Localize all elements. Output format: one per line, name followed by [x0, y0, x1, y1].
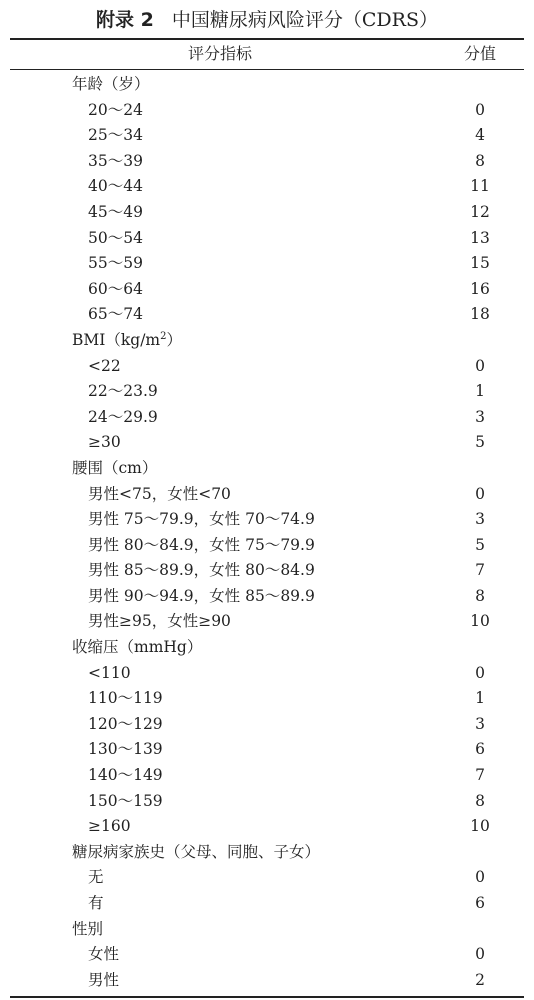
- item-label: 35～39: [88, 151, 143, 170]
- table-row: [0, 277, 534, 303]
- category-label: 年龄（岁）: [72, 75, 150, 93]
- score-value: 12: [470, 202, 490, 221]
- table-row: [0, 354, 534, 380]
- item-label: 22～23.9: [88, 382, 158, 401]
- item-label: 男性 75～79.9，女性 70～74.9: [88, 510, 315, 529]
- score-value: 0: [475, 356, 485, 375]
- score-value: 8: [475, 791, 485, 810]
- table-row: [0, 379, 534, 405]
- item-label: 无: [88, 868, 104, 887]
- score-value: 0: [475, 663, 485, 682]
- item-label: 男性 90～94.9，女性 85～89.9: [88, 586, 315, 605]
- table-row: [0, 123, 534, 149]
- score-value: 1: [475, 382, 485, 401]
- category-label: 腰围（cm）: [72, 458, 158, 477]
- item-label: <110: [88, 663, 131, 682]
- item-label: 男性: [88, 970, 120, 989]
- score-table-body: [0, 72, 534, 993]
- item-label: 55～59: [88, 254, 143, 273]
- item-label: 60～64: [88, 279, 143, 298]
- score-value: 0: [475, 484, 485, 503]
- category-row: [0, 635, 534, 661]
- header-rule: [10, 69, 524, 70]
- score-value: 13: [470, 228, 490, 247]
- item-label: 25～34: [88, 126, 143, 145]
- item-label: 45～49: [88, 202, 143, 221]
- score-value: 1: [475, 689, 485, 708]
- table-title: [0, 6, 534, 34]
- header-indicator: 评分指标: [187, 44, 252, 63]
- table-row: [0, 609, 534, 635]
- score-value: 8: [475, 151, 485, 170]
- bottom-rule: [10, 996, 524, 998]
- item-label: <22: [88, 356, 121, 375]
- score-value: 3: [475, 510, 485, 529]
- item-label: 男性 85～89.9，女性 80～84.9: [88, 561, 315, 580]
- table-row: [0, 686, 534, 712]
- table-row: [0, 482, 534, 508]
- table-row: [0, 814, 534, 840]
- table-row: [0, 405, 534, 431]
- item-label: 男性 80～84.9，女性 75～79.9: [88, 535, 315, 554]
- score-value: 0: [475, 868, 485, 887]
- item-label: 男性≥95，女性≥90: [88, 612, 231, 631]
- item-label: 20～24: [88, 100, 143, 119]
- title-text: 中国糖尿病风险评分（CDRS）: [171, 9, 438, 31]
- table-row: [0, 891, 534, 917]
- score-value: 0: [475, 945, 485, 964]
- label-suffix: ）: [166, 330, 183, 349]
- item-label: 120～129: [88, 714, 163, 733]
- score-value: 10: [470, 817, 490, 836]
- item-label: 130～139: [88, 740, 163, 759]
- table-row: [0, 302, 534, 328]
- item-label: 有: [88, 894, 104, 912]
- category-row: [0, 328, 534, 354]
- superscript: 2: [160, 330, 167, 342]
- table-row: [0, 174, 534, 200]
- table-row: [0, 763, 534, 789]
- table-row: [0, 200, 534, 226]
- table-row: [0, 942, 534, 968]
- header-score: 分值: [463, 44, 496, 63]
- score-value: 2: [475, 970, 485, 989]
- table-row: [0, 507, 534, 533]
- score-value: 8: [475, 586, 485, 605]
- score-value: 10: [470, 612, 490, 631]
- category-label: 收缩压（mmHg）: [72, 638, 203, 657]
- item-label: 110～119: [88, 689, 163, 708]
- item-label: 150～159: [88, 791, 163, 810]
- appendix-label: 附录 2: [96, 9, 154, 31]
- score-value: 16: [470, 279, 490, 298]
- item-label: 男性<75，女性<70: [88, 484, 231, 503]
- score-value: 0: [475, 100, 485, 119]
- table-row: [0, 558, 534, 584]
- score-value: 11: [470, 177, 490, 196]
- item-label: ≥160: [88, 817, 131, 836]
- item-label: 40～44: [88, 177, 143, 196]
- score-value: 6: [475, 894, 485, 912]
- score-value: 5: [475, 433, 485, 452]
- category-row: [0, 456, 534, 482]
- table-row: [0, 865, 534, 891]
- table-row: [0, 737, 534, 763]
- table-row: [0, 968, 534, 994]
- item-label: 24～29.9: [88, 407, 158, 426]
- item-label: 50～54: [88, 228, 143, 247]
- score-value: 6: [475, 740, 485, 759]
- category-row: [0, 917, 534, 943]
- score-value: 3: [475, 714, 485, 733]
- category-label: $BMI(kg/m^2)$: [72, 330, 183, 349]
- score-value: 3: [475, 407, 485, 426]
- table-row: [0, 430, 534, 456]
- top-rule: [10, 38, 524, 40]
- score-value: 7: [475, 561, 485, 580]
- table-row: [0, 533, 534, 559]
- item-label: 65～74: [88, 305, 143, 324]
- table-row: [0, 226, 534, 252]
- table-row: [0, 789, 534, 815]
- score-value: 15: [470, 254, 490, 273]
- score-value: 18: [470, 305, 490, 324]
- item-label: ≥30: [88, 433, 121, 452]
- score-value: 4: [475, 126, 485, 145]
- table-row: [0, 149, 534, 175]
- table-row: [0, 98, 534, 124]
- category-label: 性别: [72, 919, 104, 938]
- table-row: [0, 712, 534, 738]
- category-row: [0, 72, 534, 98]
- table-row: [0, 661, 534, 687]
- category-label: 糖尿病家族史（父母、同胞、子女）: [72, 842, 321, 861]
- score-value: 5: [475, 535, 485, 554]
- item-label: 女性: [88, 945, 120, 964]
- table-row: [0, 251, 534, 277]
- category-row: [0, 840, 534, 866]
- item-label: 140～149: [88, 766, 163, 785]
- table-row: [0, 584, 534, 610]
- score-value: 7: [475, 766, 485, 785]
